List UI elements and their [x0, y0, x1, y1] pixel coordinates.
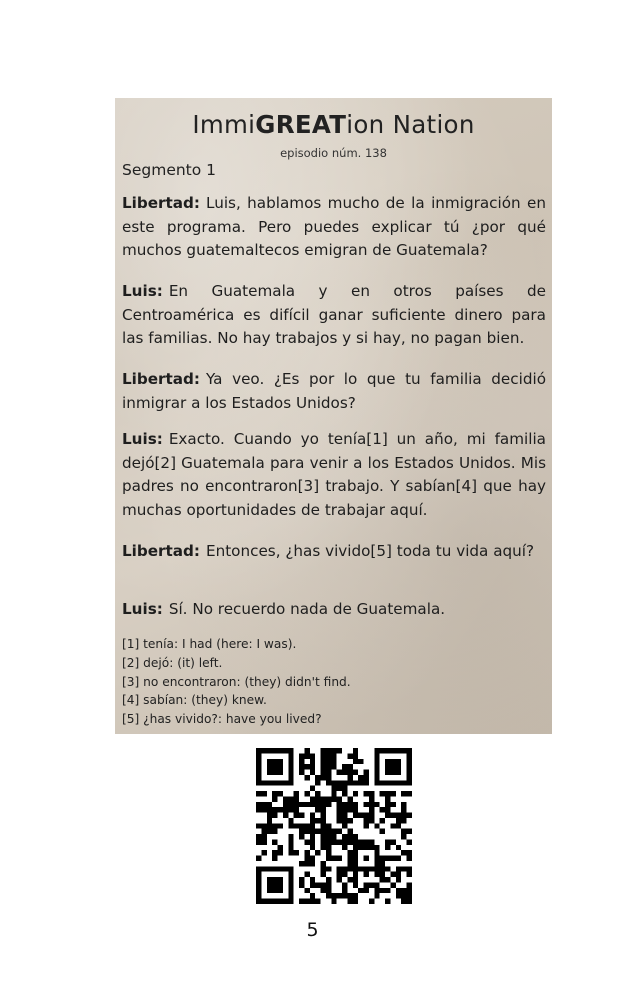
dialogue-text: Sí. No recuerdo nada de Guatemala.	[168, 600, 446, 618]
speaker-label: Libertad:	[122, 194, 200, 212]
title-part-1: Immi	[192, 110, 256, 139]
dialogue-text: Entonces, ¿has vivido[5] toda tu vida aquí?	[206, 542, 535, 560]
speaker-label: Libertad:	[122, 370, 200, 388]
title-part-bold: GREAT	[255, 110, 347, 139]
speaker-label: Luis:	[122, 600, 163, 618]
dialogue-line	[122, 598, 546, 622]
dialogue-text: Exacto. Cuando yo tenía[1] un año, mi familia dejó[2] Guatemala para venir a los Estados Unidos. Mis padres no encontraron[3] trabajo. Y sabían[4] que hay muchas oportunidades de trabajar aquí.	[122, 430, 546, 519]
dialogue-line	[122, 192, 546, 263]
footnote: [4] sabían: (they) knew.	[122, 693, 267, 708]
speaker-label: Luis:	[122, 282, 163, 300]
podcast-title	[115, 110, 552, 139]
page-number: 5	[306, 919, 319, 941]
title-part-2: ion Nation	[346, 110, 475, 139]
dialogue-line	[122, 280, 546, 351]
dialogue-text: Luis, hablamos mucho de la inmigración en este programa. Pero puedes explicar tú ¿por qué muchos guatemaltecos emigran de Guatemala?	[122, 194, 546, 259]
qr-code[interactable]	[256, 748, 412, 904]
speaker-label: Luis:	[122, 430, 163, 448]
footnote: [2] dejó: (it) left.	[122, 655, 223, 670]
footnotes	[122, 635, 546, 729]
footnote: [1] tenía: I had (here: I was).	[122, 637, 297, 651]
speaker-label: Libertad:	[122, 542, 200, 560]
dialogue-line	[122, 368, 546, 415]
dialogue-text: En Guatemala y en otros países de Centroamérica es difícil ganar suficiente dinero para las familias. No hay trabajos y si hay, no pagan bien.	[122, 282, 546, 347]
dialogue-line	[122, 540, 546, 564]
footnote: [3] no encontraron: (they) didn't find.	[122, 674, 351, 689]
dialogue-panel	[115, 98, 552, 734]
footnote: [5] ¿has vivido?: have you lived?	[122, 712, 322, 727]
dialogue-line	[122, 428, 546, 522]
segment-label: Segmento 1	[122, 161, 217, 179]
episode-number: episodio núm. 138	[280, 146, 387, 160]
dialogue-text: Ya veo. ¿Es por lo que tu familia decidió inmigrar a los Estados Unidos?	[122, 370, 546, 412]
